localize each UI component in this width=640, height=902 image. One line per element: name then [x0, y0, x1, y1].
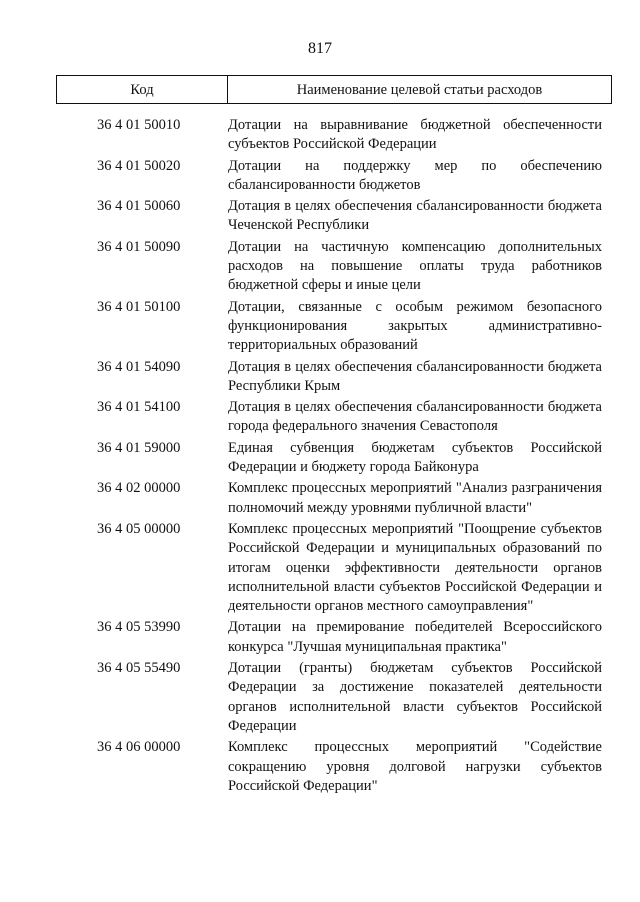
row-name: Дотации на частичную компенсацию дополнительных расходов на повышение оплаты труда работников бюджетной сферы и иные цели [228, 238, 602, 294]
row-code: 36 4 01 50100 [97, 298, 181, 315]
table-row [0, 238, 640, 296]
row-name: Дотации (гранты) бюджетам субъектов Российской Федерации за достижение показателей деятельности органов исполнительной власти субъектов Российской Федерации [228, 660, 602, 734]
table-row [0, 618, 640, 657]
row-name: Дотация в целях обеспечения сбалансированности бюджета Чеченской Республики [228, 198, 602, 234]
row-code: 36 4 05 53990 [97, 619, 181, 636]
table-row [0, 197, 640, 236]
table-row [0, 520, 640, 616]
row-code: 36 4 01 59000 [97, 439, 181, 456]
header-name-column: Наименование целевой статьи расходов [296, 81, 543, 98]
header-code-column: Код [57, 76, 228, 103]
row-code: 36 4 06 00000 [97, 739, 181, 756]
table-row [0, 479, 640, 518]
row-name: Дотации на выравнивание бюджетной обеспеченности субъектов Российской Федерации [228, 117, 602, 153]
table-row [0, 738, 640, 796]
table-row [0, 358, 640, 397]
row-name: Дотация в целях обеспечения сбалансированности бюджета Республики Крым [228, 358, 602, 394]
row-code: 36 4 01 50010 [97, 117, 181, 133]
page-number: 817 [308, 40, 332, 57]
row-code: 36 4 01 50020 [97, 157, 181, 174]
row-code: 36 4 05 00000 [97, 520, 181, 537]
table-header [56, 75, 612, 104]
row-name: Дотации на премирование победителей Всероссийского конкурса "Лучшая муниципальная практика" [228, 619, 602, 655]
row-code: 36 4 01 50090 [97, 238, 181, 255]
table-row [0, 298, 640, 356]
table-row [0, 439, 640, 478]
table-row [0, 157, 640, 196]
row-code: 36 4 01 54090 [97, 358, 181, 375]
table-row [0, 659, 640, 736]
row-name: Дотации, связанные с особым режимом безопасного функционирования закрытых административно-территориальных образований [228, 298, 602, 354]
row-name: Комплекс процессных мероприятий "Содействие сокращению уровня долговой нагрузки субъектов Российской Федерации" [228, 739, 602, 794]
row-code: 36 4 01 54100 [97, 399, 181, 416]
row-code: 36 4 02 00000 [97, 480, 181, 497]
row-name: Дотация в целях обеспечения сбалансированности бюджета города федерального значения Севастополя [228, 399, 602, 435]
row-name: Дотации на поддержку мер по обеспечению сбалансированности бюджетов [228, 157, 602, 193]
row-code: 36 4 01 50060 [97, 198, 181, 215]
row-name: Комплекс процессных мероприятий "Анализ разграничения полномочий между уровнями публичной власти" [228, 480, 602, 516]
row-name: Комплекс процессных мероприятий "Поощрение субъектов Российской Федерации и муниципальных образований по итогам оценки эффективности деятельности органов исполнительной власти субъектов Российской Федерации и деятельности органов местного самоуправления" [228, 520, 602, 615]
table-row [0, 398, 640, 437]
table-row [0, 116, 640, 155]
row-name: Единая субвенция бюджетам субъектов Российской Федерации и бюджету города Байконура [228, 439, 602, 476]
row-code: 36 4 05 55490 [97, 660, 181, 677]
budget-items-list [0, 116, 640, 798]
